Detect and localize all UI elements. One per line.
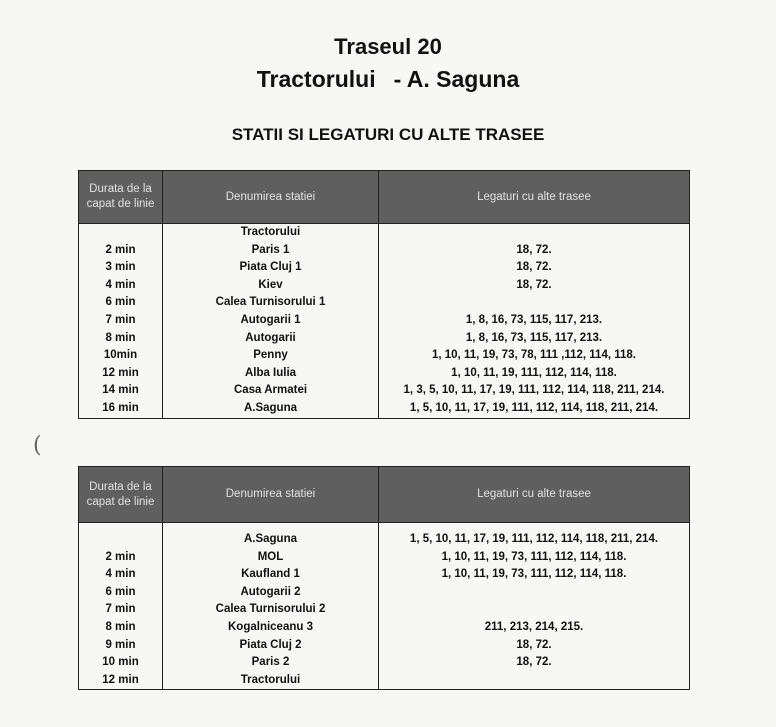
- table-row: [79, 382, 690, 400]
- return-rows: [79, 523, 690, 690]
- table-row: [79, 224, 690, 242]
- connections-cell: [379, 224, 690, 242]
- outbound-rows: [79, 224, 690, 419]
- connections-cell: 1, 3, 5, 10, 11, 17, 19, 111, 112, 114, 118, 211, 214.: [379, 382, 690, 400]
- duration-cell: [79, 531, 163, 549]
- table-row: [79, 601, 690, 619]
- duration-cell: 7 min: [79, 312, 163, 330]
- station-cell: Piata Cluj 1: [163, 259, 379, 277]
- route-end: - A. Saguna: [393, 66, 520, 92]
- duration-cell: 6 min: [79, 584, 163, 602]
- duration-cell: 2 min: [79, 549, 163, 567]
- connections-cell: 1, 8, 16, 73, 115, 117, 213.: [379, 312, 690, 330]
- spacer-row: [79, 523, 690, 532]
- table-row: [79, 400, 690, 418]
- connections-cell: [379, 294, 690, 312]
- route-endpoints: [0, 66, 776, 93]
- table-row: [79, 347, 690, 365]
- duration-cell: 14 min: [79, 382, 163, 400]
- connections-cell: 18, 72.: [379, 277, 690, 295]
- station-cell: Paris 1: [163, 242, 379, 260]
- duration-cell: 12 min: [79, 365, 163, 383]
- margin-mark: (: [33, 433, 42, 458]
- duration-cell: 16 min: [79, 400, 163, 418]
- header-connections: Legaturi cu alte trasee: [379, 467, 690, 523]
- duration-cell: 2 min: [79, 242, 163, 260]
- station-cell: Autogarii 1: [163, 312, 379, 330]
- station-cell: Autogarii 2: [163, 584, 379, 602]
- connections-cell: [379, 601, 690, 619]
- table-row: [79, 242, 690, 260]
- duration-cell: 6 min: [79, 294, 163, 312]
- connections-cell: 18, 72.: [379, 259, 690, 277]
- duration-cell: 7 min: [79, 601, 163, 619]
- connections-cell: 18, 72.: [379, 637, 690, 655]
- connections-cell: 211, 213, 214, 215.: [379, 619, 690, 637]
- duration-cell: 3 min: [79, 259, 163, 277]
- table-row: [79, 654, 690, 672]
- section-subtitle: STATII SI LEGATURI CU ALTE TRASEE: [231, 125, 545, 144]
- connections-cell: 18, 72.: [379, 242, 690, 260]
- connections-cell: [379, 584, 690, 602]
- route-title: Traseul 20: [334, 34, 442, 59]
- station-cell: Calea Turnisorului 2: [163, 601, 379, 619]
- spacer-cell: [163, 523, 379, 532]
- header-connections: Legaturi cu alte trasee: [379, 171, 690, 224]
- table-row: [79, 637, 690, 655]
- duration-cell: 8 min: [79, 330, 163, 348]
- connections-cell: 1, 10, 11, 19, 111, 112, 114, 118.: [379, 365, 690, 383]
- spacer-cell: [79, 523, 163, 532]
- table-row: [79, 312, 690, 330]
- outbound-stations-table: [78, 170, 690, 419]
- connections-cell: 1, 5, 10, 11, 17, 19, 111, 112, 114, 118, 211, 214.: [379, 400, 690, 418]
- station-cell: Alba Iulia: [163, 365, 379, 383]
- station-cell: MOL: [163, 549, 379, 567]
- connections-cell: 1, 10, 11, 19, 73, 111, 112, 114, 118.: [379, 566, 690, 584]
- header-station: Denumirea statiei: [163, 467, 379, 523]
- duration-cell: 4 min: [79, 277, 163, 295]
- duration-cell: 10 min: [79, 654, 163, 672]
- table-row: [79, 619, 690, 637]
- duration-cell: 12 min: [79, 672, 163, 690]
- table-row: [79, 294, 690, 312]
- station-cell: Tractorului: [163, 672, 379, 690]
- route-start: Tractorului: [256, 66, 376, 92]
- station-cell: Paris 2: [163, 654, 379, 672]
- connections-cell: 1, 5, 10, 11, 17, 19, 111, 112, 114, 118, 211, 214.: [379, 531, 690, 549]
- station-cell: Casa Armatei: [163, 382, 379, 400]
- duration-cell: 10min: [79, 347, 163, 365]
- station-cell: Kogalniceanu 3: [163, 619, 379, 637]
- table-row: [79, 365, 690, 383]
- connections-cell: 1, 10, 11, 19, 73, 78, 111 ,112, 114, 118.: [379, 347, 690, 365]
- header-station: Denumirea statiei: [163, 171, 379, 224]
- header-duration: Durata de la capat de linie: [79, 171, 163, 224]
- connections-cell: 18, 72.: [379, 654, 690, 672]
- table-header-row: [79, 467, 690, 523]
- table-header-row: [79, 171, 690, 224]
- table-row: [79, 584, 690, 602]
- table-row: [79, 672, 690, 690]
- station-cell: Tractorului: [163, 224, 379, 242]
- spacer-cell: [379, 523, 690, 532]
- duration-cell: 9 min: [79, 637, 163, 655]
- station-cell: A.Saguna: [163, 400, 379, 418]
- table-row: [79, 259, 690, 277]
- table-row: [79, 277, 690, 295]
- table-row: [79, 531, 690, 549]
- station-cell: Piata Cluj 2: [163, 637, 379, 655]
- connections-cell: 1, 10, 11, 19, 73, 111, 112, 114, 118.: [379, 549, 690, 567]
- connections-cell: 1, 8, 16, 73, 115, 117, 213.: [379, 330, 690, 348]
- header-duration: Durata de la capat de linie: [79, 467, 163, 523]
- station-cell: Autogarii: [163, 330, 379, 348]
- duration-cell: [79, 224, 163, 242]
- return-stations-table: [78, 466, 690, 690]
- station-cell: Kaufland 1: [163, 566, 379, 584]
- duration-cell: 4 min: [79, 566, 163, 584]
- table-row: [79, 330, 690, 348]
- duration-cell: 8 min: [79, 619, 163, 637]
- connections-cell: [379, 672, 690, 690]
- station-cell: Penny: [163, 347, 379, 365]
- table-row: [79, 566, 690, 584]
- station-cell: A.Saguna: [163, 531, 379, 549]
- table-row: [79, 549, 690, 567]
- station-cell: Kiev: [163, 277, 379, 295]
- station-cell: Calea Turnisorului 1: [163, 294, 379, 312]
